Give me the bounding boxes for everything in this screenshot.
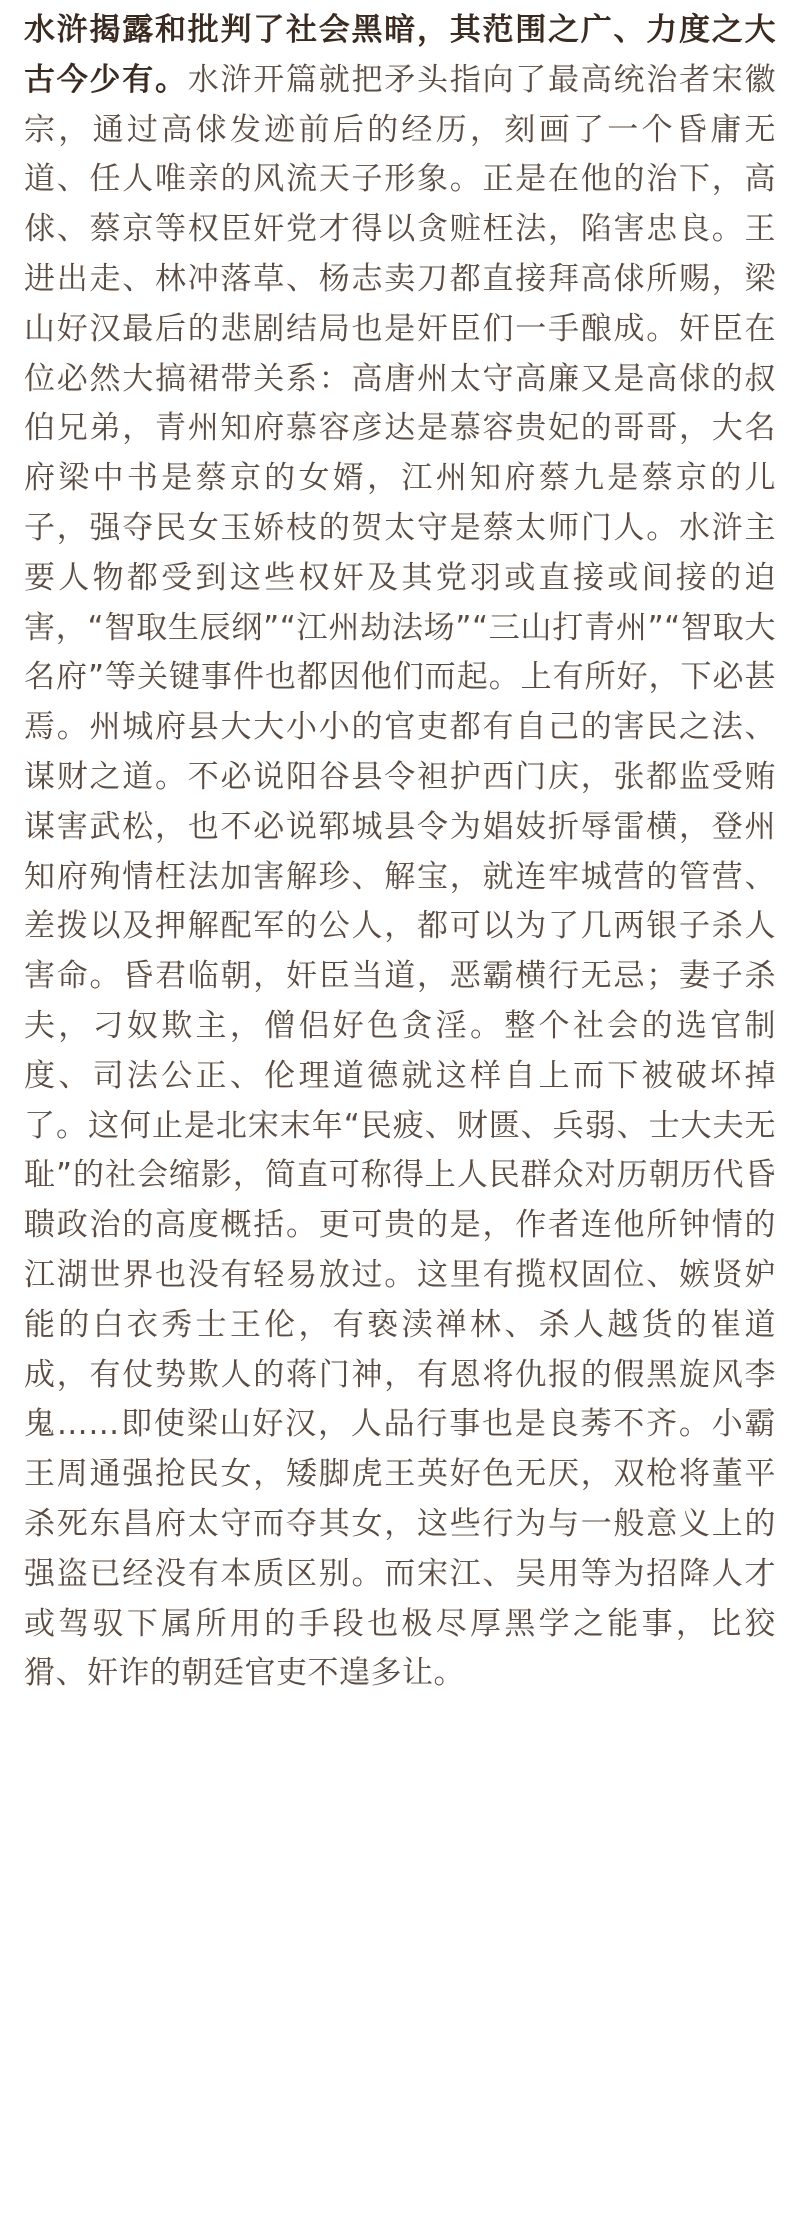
article-paragraph — [24, 6, 776, 1699]
lead-sentence: 水浒揭露和批判了社会黑暗，其范围之广、力度之大古今少有。 — [24, 12, 776, 98]
body-text: 水浒开篇就把矛头指向了最高统治者宋徽宗，通过高俅发迹前后的经历，刻画了一个昏庸无道、任人唯亲的风流天子形象。正是在他的治下，高俅、蔡京等权臣奸党才得以贪赃枉法，陷害忠良。王进出走、林冲落草、杨志卖刀都直接拜高俅所赐，梁山好汉最后的悲剧结局也是奸臣们一手酿成。奸臣在位必然大搞裙带关系：高唐州太守高廉又是高俅的叔伯兄弟，青州知府慕容彦达是慕容贵妃的哥哥，大名府梁中书是蔡京的女婿，江州知府蔡九是蔡京的儿子，强夺民女玉娇枝的贺太守是蔡太师门人。水浒主要人物都受到这些权奸及其党羽或直接或间接的迫害，“智取生辰纲”“江州劫法场”“三山打青州”“智取大名府”等关键事件也都因他们而起。上有所好，下必甚焉。州城府县大大小小的官吏都有自己的害民之法、谋财之道。不必说阳谷县令袒护西门庆，张都监受贿谋害武松，也不必说郓城县令为娼妓折辱雷横，登州知府殉情枉法加害解珍、解宝，就连牢城营的管营、差拨以及押解配军的公人，都可以为了几两银子杀人害命。昏君临朝，奸臣当道，恶霸横行无忌；妻子杀夫，刁奴欺主，僧侣好色贪淫。整个社会的选官制度、司法公正、伦理道德就这样自上而下被破坏掉了。这何止是北宋末年“民疲、财匮、兵弱、士大夫无耻”的社会缩影，简直可称得上人民群众对历朝历代昏聩政治的高度概括。更可贵的是，作者连他所钟情的江湖世界也没有轻易放过。这里有揽权固位、嫉贤妒能的白衣秀士王伦，有亵渎禅林、杀人越货的崔道成，有仗势欺人的蒋门神，有恩将仇报的假黑旋风李鬼……即使梁山好汉，人品行事也是良莠不齐。小霸王周通强抢民女，矮脚虎王英好色无厌，双枪将董平杀死东昌府太守而夺其女，这些行为与一般意义上的强盗已经没有本质区别。而宋江、吴用等为招降人才或驾驭下属所用的手段也极尽厚黑学之能事，比狡猾、奸诈的朝廷官吏不遑多让。 — [24, 61, 776, 1692]
